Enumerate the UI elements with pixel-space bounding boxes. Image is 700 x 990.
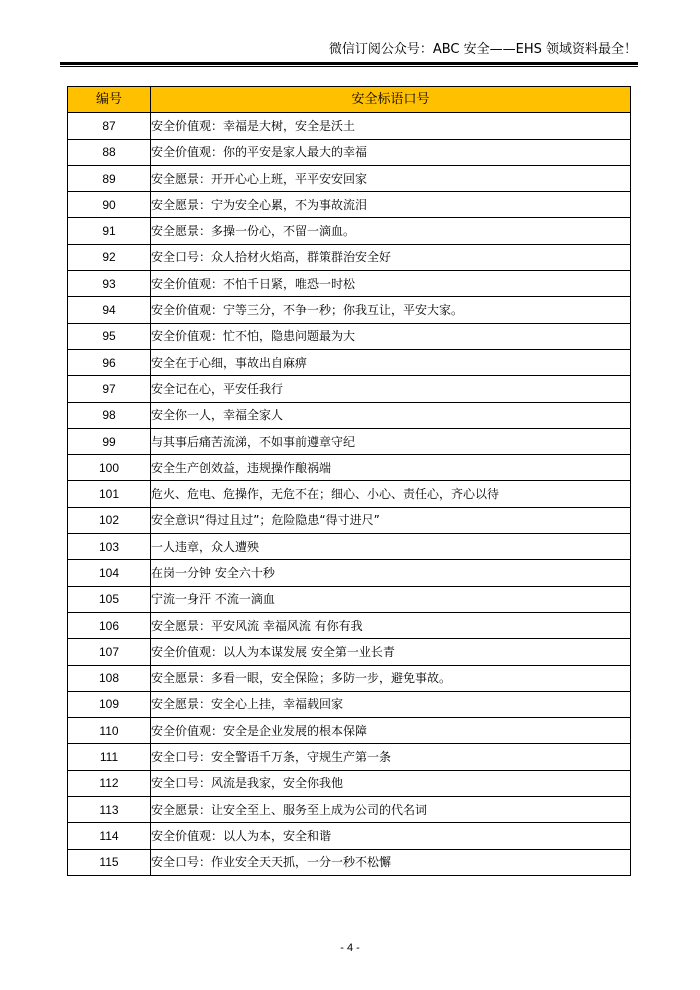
row-number: 112 — [68, 770, 151, 796]
slogan-text: 安全价值观：你的平安是家人最大的幸福 — [151, 139, 631, 165]
slogan-text: 危火、危电、危操作，无危不在；细心、小心、责任心，齐心以待 — [151, 481, 631, 507]
table-row — [68, 455, 631, 481]
slogan-text: 安全口号：众人拾材火焰高，群策群治安全好 — [151, 244, 631, 270]
row-number: 94 — [68, 297, 151, 323]
slogan-text: 安全愿景：让安全至上、服务至上成为公司的代名词 — [151, 797, 631, 823]
table-row — [68, 165, 631, 191]
table-row — [68, 718, 631, 744]
table-row — [68, 849, 631, 875]
page-number: - 4 - — [340, 942, 360, 954]
row-number: 114 — [68, 823, 151, 849]
table-row — [68, 823, 631, 849]
slogan-text: 安全价值观：宁等三分，不争一秒；你我互让，平安大家。 — [151, 297, 631, 323]
slogan-text: 安全价值观：不怕千日紧，唯恐一时松 — [151, 271, 631, 297]
slogan-text: 安全价值观：以人为本，安全和谐 — [151, 823, 631, 849]
slogan-text: 安全口号：作业安全天天抓，一分一秒不松懈 — [151, 849, 631, 875]
row-number: 92 — [68, 244, 151, 270]
slogan-text: 一人违章，众人遭殃 — [151, 534, 631, 560]
table-row — [68, 376, 631, 402]
column-header-slogan: 安全标语口号 — [151, 87, 631, 113]
row-number: 93 — [68, 271, 151, 297]
row-number: 104 — [68, 560, 151, 586]
table-row — [68, 560, 631, 586]
slogan-text: 安全愿景：开开心心上班，平平安安回家 — [151, 165, 631, 191]
table-row — [68, 113, 631, 139]
page-header: 微信订阅公众号：ABC 安全——EHS 领域资料最全！ — [328, 42, 637, 57]
row-number: 111 — [68, 744, 151, 770]
slogan-text: 安全生产创效益，违规操作酿祸端 — [151, 455, 631, 481]
row-number: 96 — [68, 349, 151, 375]
row-number: 91 — [68, 218, 151, 244]
row-number: 106 — [68, 612, 151, 638]
table-body — [68, 113, 631, 876]
slogan-text: 安全愿景：多操一份心，不留一滴血。 — [151, 218, 631, 244]
row-number: 88 — [68, 139, 151, 165]
slogan-table — [67, 86, 631, 876]
row-number: 105 — [68, 586, 151, 612]
table-row — [68, 586, 631, 612]
row-number: 109 — [68, 691, 151, 717]
table-row — [68, 349, 631, 375]
table-row — [68, 323, 631, 349]
slogan-text: 安全在于心细，事故出自麻痹 — [151, 349, 631, 375]
table-row — [68, 428, 631, 454]
table-header-row — [68, 87, 631, 113]
slogan-text: 安全口号：风流是我家，安全你我他 — [151, 770, 631, 796]
table-row — [68, 271, 631, 297]
table-row — [68, 481, 631, 507]
slogan-text: 安全意识“得过且过”；危险隐患“得寸进尺” — [151, 507, 631, 533]
slogan-text: 安全愿景：多看一眼，安全保险；多防一步，避免事故。 — [151, 665, 631, 691]
row-number: 102 — [68, 507, 151, 533]
table-row — [68, 770, 631, 796]
row-number: 107 — [68, 639, 151, 665]
column-header-number: 编号 — [68, 87, 151, 113]
row-number: 101 — [68, 481, 151, 507]
row-number: 87 — [68, 113, 151, 139]
slogan-text: 安全愿景：平安风流 幸福风流 有你有我 — [151, 612, 631, 638]
header-rule-thin — [60, 66, 638, 67]
row-number: 99 — [68, 428, 151, 454]
table-row — [68, 797, 631, 823]
slogan-text: 安全价值观：幸福是大树，安全是沃土 — [151, 113, 631, 139]
slogan-text: 与其事后痛苦流涕，不如事前遵章守纪 — [151, 428, 631, 454]
slogan-text: 安全愿景：安全心上挂，幸福载回家 — [151, 691, 631, 717]
table-row — [68, 218, 631, 244]
table-row — [68, 402, 631, 428]
row-number: 103 — [68, 534, 151, 560]
row-number: 90 — [68, 192, 151, 218]
table-row — [68, 192, 631, 218]
slogan-text: 安全记在心，平安任我行 — [151, 376, 631, 402]
table-row — [68, 612, 631, 638]
table-row — [68, 244, 631, 270]
row-number: 110 — [68, 718, 151, 744]
row-number: 97 — [68, 376, 151, 402]
table-row — [68, 534, 631, 560]
row-number: 95 — [68, 323, 151, 349]
slogan-text: 安全价值观：忙不怕，隐患问题最为大 — [151, 323, 631, 349]
slogan-text: 安全愿景：宁为安全心累，不为事故流泪 — [151, 192, 631, 218]
table-row — [68, 297, 631, 323]
slogan-text: 安全价值观：安全是企业发展的根本保障 — [151, 718, 631, 744]
table-row — [68, 639, 631, 665]
row-number: 108 — [68, 665, 151, 691]
row-number: 98 — [68, 402, 151, 428]
slogan-text: 在岗一分钟 安全六十秒 — [151, 560, 631, 586]
table-row — [68, 507, 631, 533]
row-number: 113 — [68, 797, 151, 823]
row-number: 100 — [68, 455, 151, 481]
slogan-text: 安全价值观：以人为本谋发展 安全第一业长青 — [151, 639, 631, 665]
row-number: 89 — [68, 165, 151, 191]
table-row — [68, 691, 631, 717]
table-row — [68, 665, 631, 691]
slogan-text: 安全口号：安全警语千万条，守规生产第一条 — [151, 744, 631, 770]
row-number: 115 — [68, 849, 151, 875]
header-rule-thick — [60, 62, 638, 65]
slogan-text: 宁流一身汗 不流一滴血 — [151, 586, 631, 612]
slogan-text: 安全你一人，幸福全家人 — [151, 402, 631, 428]
table-row — [68, 139, 631, 165]
table-row — [68, 744, 631, 770]
